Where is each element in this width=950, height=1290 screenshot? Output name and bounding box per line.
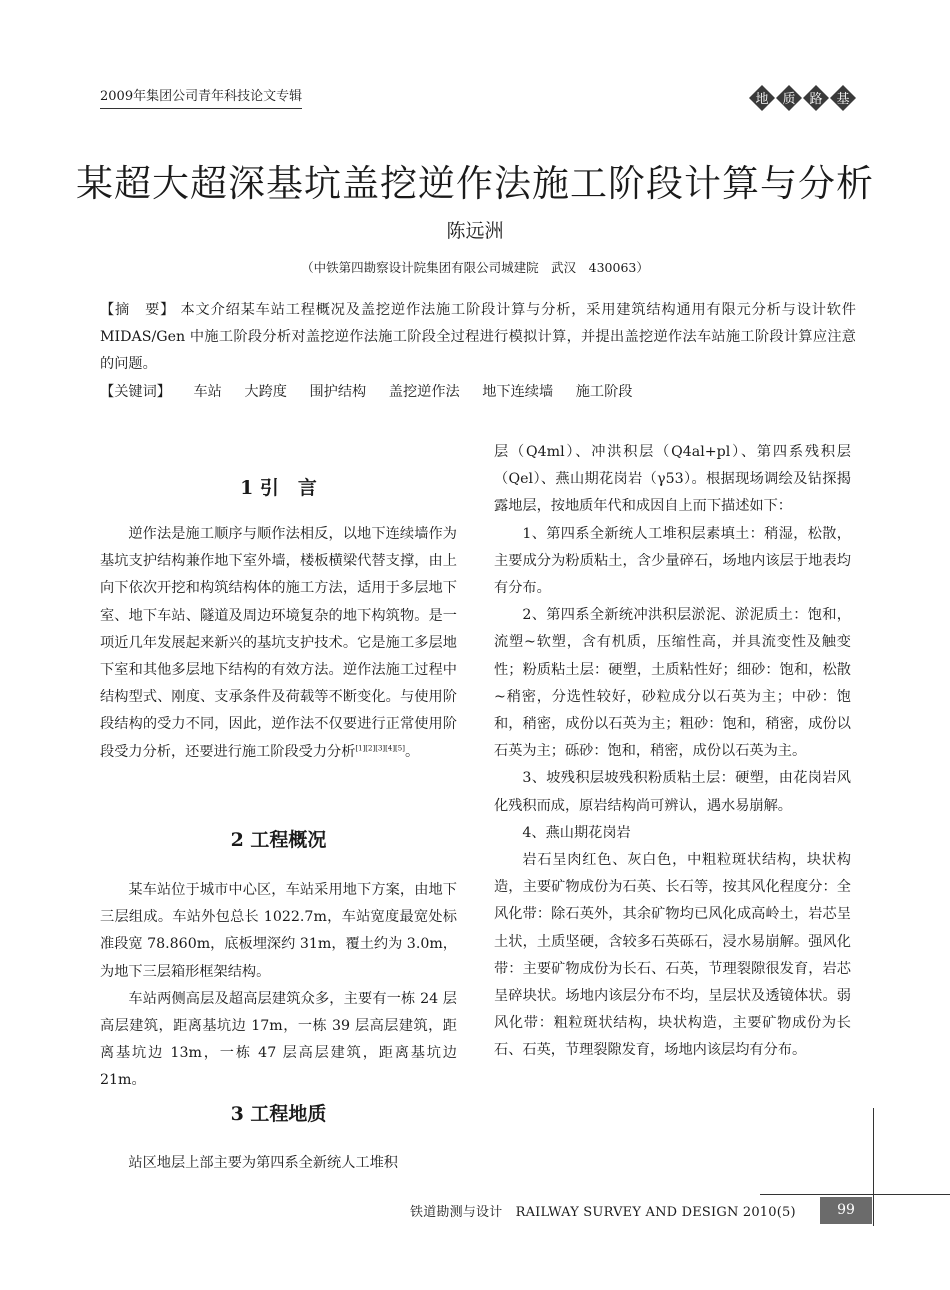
badge-char-2: 质 [782,92,796,107]
paragraph: 2、第四系全新统冲洪积层淤泥、淤泥质土：饱和，流塑~软塑，含有机质，压缩性高，并具流变性及触变性；粉质粘土层：硬塑，土质粘性好；细砂：饱和，松散~稍密，分选性较好，砂粒成分以石英为主；中砂：饱和，稍密，成份以石英为主；粗砂：饱和，稍密，成份以石英为主；砾砂：饱和，稍密，成份以石英为主。 [494,607,851,760]
badge-char-3: 路 [809,92,823,107]
badge-diamond-4 [830,85,856,111]
badge-char-4: 基 [836,92,850,107]
keyword-item: 施工阶段 [575,384,633,400]
badge-diamond-1 [749,85,775,111]
right-column-body [494,439,851,1065]
abstract-label: 【摘 要】 [100,302,176,318]
page-number: 99 [820,1197,872,1224]
keyword-item: 地下连续墙 [482,384,554,400]
abstract-text: 本文介绍某车站工程概况及盖挖逆作法施工阶段计算与分析，采用建筑结构通用有限元分析与设计软件 MIDAS/Gen 中施工阶段分析对盖挖逆作法施工阶段全过程进行模拟计算，并提出盖挖逆作法车站施工阶段计算应注意的问题。 [100,302,856,372]
journal-footer: 铁道勘测与设计 RAILWAY SURVEY AND DESIGN 2010(5) [410,1205,796,1220]
keywords [100,379,856,406]
paper-title: 某超大超深基坑盖挖逆作法施工阶段计算与分析 [76,162,874,205]
section-3-body [100,1150,457,1177]
citation-refs: [1][2][3][4][5] [355,743,405,752]
sentence-end: 。 [404,743,420,760]
keywords-label: 【关键词】 [100,384,171,400]
keyword-item: 围护结构 [309,384,367,400]
badge-diamond-2 [776,85,802,111]
footer-rule [760,1194,950,1195]
keyword-item: 大跨度 [244,384,287,400]
paragraph: 岩石呈肉红色、灰白色，中粗粒斑状结构，块状构造，主要矿物成份为石英、长石等，按其风化程度分：全风化带：除石英外，其余矿物均已风化成高岭土，岩芯呈土状，土质坚硬，含较多石英砾石，浸水易崩解。强风化带：主要矿物成份为长石、石英，节理裂隙很发育，岩芯呈碎块状。场地内该层分布不均，呈层状及透镜体状。弱风化带：粗粒斑状结构，块状构造，主要矿物成份为长石、石英，节理裂隙发育，场地内该层均有分布。 [494,852,851,1059]
affiliation: （中铁第四勘察设计院集团有限公司城建院 武汉 430063） [301,260,649,275]
running-header: 2009年集团公司青年科技论文专辑 [100,88,302,109]
section-2-body [100,877,457,1095]
section-3-heading: 3 工程地质 [230,1103,327,1125]
author-name: 陈远洲 [446,220,504,242]
section-1-text: 逆作法是施工顺序与顺作法相反，以地下连续墙作为基坑支护结构兼作地下室外墙，楼板横梁代替支撑，由上向下依次开挖和构筑结构体的施工方法，适用于多层地下室、地下车站、隧道及周边环境复杂的地下构筑物。是一项近几年发展起来新兴的基坑支护技术。它是施工多层地下室和其他多层地下结构的有效方法。逆作法施工过程中结构型式、刚度、支承条件及荷载等不断变化。与使用阶段结构的受力不同，因此，逆作法不仅要进行正常使用阶段受力分析，还要进行施工阶段受力分析 [100,526,457,760]
paragraph [100,521,457,766]
paragraph: 3、坡残积层坡残积粉质粘土层：硬塑，由花岗岩风化残积而成，原岩结构尚可辨认，遇水易崩解。 [494,770,851,814]
section-badge [748,84,858,112]
badge-diamond-3 [803,85,829,111]
margin-rule [873,1108,874,1226]
keyword-item: 车站 [193,384,222,400]
paragraph: 层（Q4ml）、冲洪积层（Q4al+pl）、第四系残积层（Qel）、燕山期花岗岩（γ53）。根据现场调绘及钻探揭露地层，按地质年代和成因自上而下描述如下： [494,444,851,515]
badge-char-1: 地 [755,92,769,107]
section-1-body [100,521,457,766]
abstract [100,297,856,378]
paragraph: 某车站位于城市中心区，车站采用地下方案，由地下三层组成。车站外包总长 1022.7m，车站宽度最宽处标准段宽 78.860m，底板埋深约 31m，覆土约为 3.0m，为地下三层箱形框架结构。 [100,882,457,980]
paragraph: 4、燕山期花岗岩 [522,824,631,841]
section-1-heading: 1 引 言 [240,477,317,499]
keyword-item: 盖挖逆作法 [388,384,460,400]
section-2-heading: 2 工程概况 [230,829,327,851]
paragraph: 1、第四系全新统人工堆积层素填土：稍湿，松散，主要成分为粉质粘土，含少量碎石，场地内该层于地表均有分布。 [494,525,851,597]
paragraph: 站区地层上部主要为第四系全新统人工堆积 [128,1155,398,1171]
paragraph: 车站两侧高层及超高层建筑众多，主要有一栋 24 层高层建筑，距离基坑边 17m，一栋 39 层高层建筑，距离基坑边 13m，一栋 47 层高层建筑，距离基坑边 21m。 [100,990,457,1089]
